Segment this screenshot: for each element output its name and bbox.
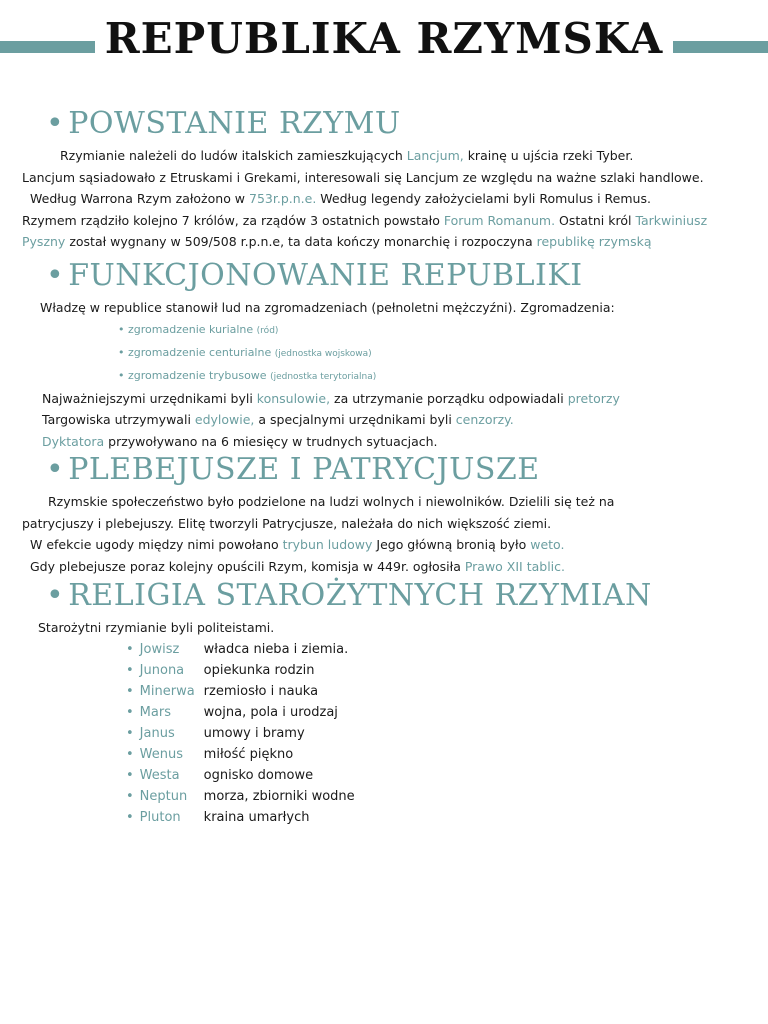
para-line: Targowiska utrzymywali edylowie, a specjalnymi urzędnikami byli cenzorzy. <box>42 412 514 427</box>
section-heading-text: RELIGIA STAROŻYTNYCH RZYMIAN <box>68 578 652 613</box>
god-item: • Neptun morza, zbiorniki wodne <box>126 786 752 807</box>
god-description: kraina umarłych <box>203 809 310 825</box>
god-description: rzemiosło i nauka <box>203 683 319 699</box>
god-name: Minerwa <box>139 683 195 699</box>
page-title-text: REPUBLIKA RZYMSKA <box>95 14 674 63</box>
god-description: ognisko domowe <box>203 767 314 783</box>
section-heading: • RELIGIA STAROŻYTNYCH RZYMIAN <box>46 578 652 613</box>
god-description: opiekunka rodzin <box>203 662 315 678</box>
section-heading: • POWSTANIE RZYMU <box>46 106 401 141</box>
para-line: Władzę w republice stanowił lud na zgromadzeniach (pełnoletni mężczyźni). Zgromadzenia: <box>40 300 615 315</box>
section-heading-text: PLEBEJUSZE I PATRYCJUSZE <box>68 452 540 487</box>
god-name: Janus <box>139 725 175 741</box>
god-name: Mars <box>139 704 171 720</box>
god-description: wojna, pola i urodzaj <box>203 704 338 720</box>
god-item: • Westa ognisko domowe <box>126 765 752 786</box>
para-line: Gdy plebejusze poraz kolejny opuścili Rzym, komisja w 449r. ogłosiła Prawo XII tablic. <box>30 558 566 574</box>
section-funkcjonowanie <box>22 258 752 452</box>
para-line: Dyktatora przywoływano na 6 miesięcy w trudnych sytuacjach. <box>42 433 438 449</box>
god-item: • Janus umowy i bramy <box>126 723 752 744</box>
para-line: patrycjuszy i plebejuszy. Elitę tworzyli Patrycjusze, należała do nich większość ziemi. <box>22 515 552 531</box>
section-heading: • FUNKCJONOWANIE REPUBLIKI <box>46 258 583 293</box>
god-item: • Mars wojna, pola i urodzaj <box>126 702 752 723</box>
bullet-item: • zgromadzenie trybusowe (jednostka terytorialna) <box>118 368 377 382</box>
para-line: Rzymskie społeczeństwo było podzielone na ludzi wolnych i niewolników. Dzielili się też na <box>48 494 615 509</box>
section-religia <box>22 578 752 828</box>
god-item: • Jowisz władca nieba i ziemia. <box>126 639 752 660</box>
god-item: • Pluton kraina umarłych <box>126 807 752 828</box>
god-name: Westa <box>139 767 180 783</box>
para-line: W efekcie ugody między nimi powołano trybun ludowy Jego główną bronią było weto. <box>30 537 565 552</box>
god-description: miłość piękno <box>203 746 294 762</box>
god-description: władca nieba i ziemia. <box>203 641 349 657</box>
section-heading-text: FUNKCJONOWANIE REPUBLIKI <box>68 258 583 293</box>
para-line: Starożytni rzymianie byli politeistami. <box>38 620 275 635</box>
god-name: Wenus <box>139 746 184 762</box>
para-line: Lancjum sąsiadowało z Etruskami i Grekami, interesowali się Lancjum ze względu na ważne szlaki handlowe. <box>22 169 704 185</box>
page-title <box>0 14 768 63</box>
god-item: • Minerwa rzemiosło i nauka <box>126 681 752 702</box>
bullet-item: • zgromadzenie kurialne (ród) <box>118 322 279 336</box>
god-name: Jowisz <box>139 641 180 657</box>
para-line: Według Warrona Rzym założono w 753r.p.n.e. Według legendy założycielami byli Romulus i Remus. <box>30 191 651 206</box>
para-line: Rzymem rządziło kolejno 7 królów, za rządów 3 ostatnich powstało Forum Romanum. Ostatni król Tarkwiniusz <box>22 212 708 228</box>
god-name: Neptun <box>139 788 188 804</box>
god-name: Pluton <box>139 809 181 825</box>
god-item: • Wenus miłość piękno <box>126 744 752 765</box>
god-description: umowy i bramy <box>203 725 305 741</box>
god-name: Junona <box>139 662 185 678</box>
para-line: Rzymianie należeli do ludów italskich zamieszkujących Lancjum, krainę u ujścia rzeki Tyber. <box>60 148 634 163</box>
section-heading-text: POWSTANIE RZYMU <box>68 106 401 141</box>
gods-list <box>22 639 752 828</box>
god-item: • Junona opiekunka rodzin <box>126 660 752 681</box>
section-plebejusze <box>22 452 752 577</box>
section-powstanie <box>22 106 752 253</box>
bullet-item: • zgromadzenie centurialne (jednostka wojskowa) <box>118 345 372 359</box>
para-line: Pyszny został wygnany w 509/508 r.p.n.e, ta data kończy monarchię i rozpoczyna republikę rzymską <box>22 234 652 249</box>
section-heading: • PLEBEJUSZE I PATRYCJUSZE <box>46 452 540 487</box>
god-description: morza, zbiorniki wodne <box>203 788 355 804</box>
para-line: Najważniejszymi urzędnikami byli konsulowie, za utrzymanie porządku odpowiadali pretorzy <box>42 390 620 406</box>
